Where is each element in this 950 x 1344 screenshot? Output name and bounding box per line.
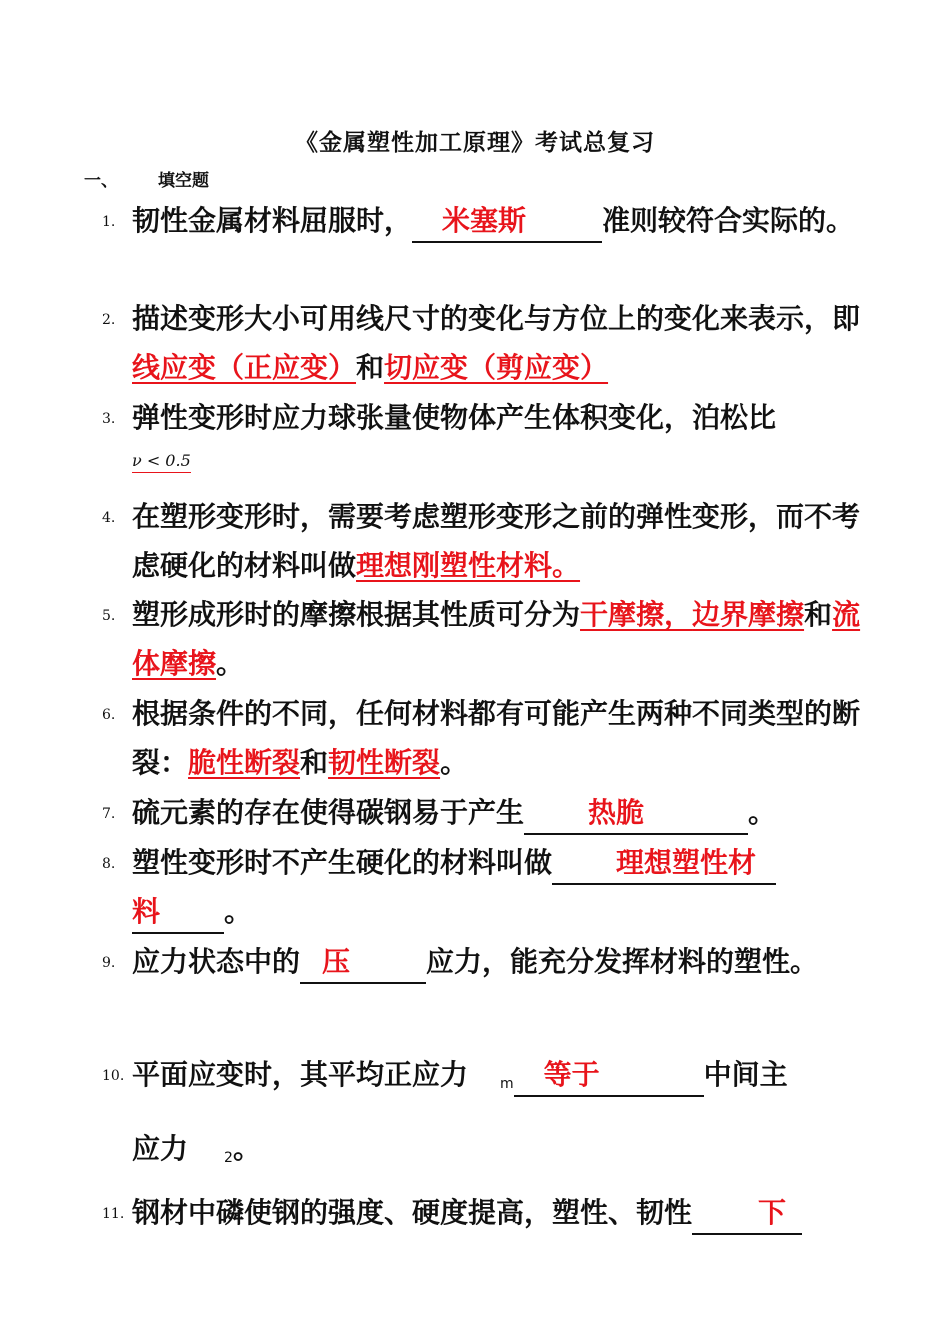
answer-text: 压 [322,945,351,978]
section-number: 一、 [84,171,118,191]
answer-blank [514,1055,704,1097]
question-number: 10. [102,1068,125,1084]
question-10 [102,1050,867,1109]
question-text: 硫元素的存在使得碳钢易于产生 [132,796,525,829]
question-text-end: 准则较符合实际的。 [602,204,855,237]
question-number: 7. [102,806,116,822]
question-text: 塑性变形时不产生硬化的材料叫做 [132,846,553,879]
question-text: 平面应变时，其平均正应力 [132,1058,469,1091]
question-number: 6. [102,707,116,723]
question-text-mid: 和 [356,351,385,384]
answer-text-1: 线应变（正应变） [132,351,357,384]
question-6 [102,689,867,787]
section-label: 填空题 [158,171,209,191]
question-text: 根据条件的不同，任何材料都有可能产生两种不同类型的断裂： [132,697,861,779]
answer-text-2: 边界摩擦 [692,598,805,631]
answer-text-2: 韧性断裂 [328,746,441,779]
answer-text: 下 [758,1196,787,1229]
answer-text: 热脆 [588,796,645,829]
question-text: 描述变形大小可用线尺寸的变化与方位上的变化来表示，即 [132,302,861,335]
section-heading [84,166,209,191]
question-number: 11. [102,1206,125,1222]
question-1 [102,196,867,245]
answer-text: 理想刚塑性材料。 [356,549,581,582]
question-text-end: 应力，能充分发挥材料的塑性。 [426,945,819,978]
question-9 [102,937,867,986]
question-number: 1. [102,214,116,230]
question-text-end: 。 [224,895,253,928]
question-2 [102,294,867,392]
answer-blank-2 [132,892,224,934]
answer-text-3: 流体摩擦 [132,598,861,680]
question-number: 3. [102,411,116,427]
question-text: 塑形成形时的摩擦根据其性质可分为 [132,598,581,631]
question-text-mid: 和 [300,746,329,779]
answer-text: 等于 [543,1058,600,1091]
question-11 [102,1188,867,1237]
question-text: 在塑形变形时，需要考虑塑形变形之前的弹性变形，而不考虑硬化的材料叫做 [132,500,861,582]
answer-blank [552,843,776,885]
page-title: 《金属塑性加工原理》考试总复习 [295,130,655,156]
question-number: 4. [102,510,116,526]
question-7 [102,788,867,837]
answer-blank [692,1193,802,1235]
question-3 [102,393,867,442]
answer-text-1: 脆性断裂 [188,746,301,779]
answer-text-2: 切应变（剪应变） [384,351,609,384]
subscript-2: 2 [224,1150,233,1166]
question-text-end: 。 [748,796,777,829]
question-10-line-2 [132,1124,867,1183]
question-text: 钢材中磷使钢的强度、硬度提高，塑性、韧性 [132,1196,693,1229]
answer-text: 米塞斯 [442,204,527,237]
question-text-line2: 应力 [132,1132,189,1165]
answer-blank [300,942,426,984]
question-number: 5. [102,608,116,624]
question-4 [102,492,867,590]
answer-blank [524,793,748,835]
question-text: 韧性金属材料屈服时， [132,204,413,237]
answer-text-2: 料 [132,895,161,928]
question-number: 9. [102,955,116,971]
question-number: 2. [102,312,116,328]
subscript-m: m [500,1076,514,1092]
question-text-mid: 和 [804,598,833,631]
question-text-end: 。 [216,647,245,680]
question-8 [102,838,867,936]
question-text-end: 中间主 [703,1058,788,1091]
question-text-end-2: 。 [232,1132,261,1165]
question-3-answer [132,450,191,473]
answer-text-1: 理想塑性材 [616,846,757,879]
question-text: 应力状态中的 [132,945,301,978]
answer-text-1: 干摩擦， [580,598,693,631]
answer-formula: ν < 0.5 [132,450,191,473]
answer-blank [412,201,602,243]
question-text: 弹性变形时应力球张量使物体产生体积变化，泊松比 [132,401,777,434]
question-number: 8. [102,856,116,872]
question-5 [102,590,867,688]
question-text-end: 。 [440,746,469,779]
